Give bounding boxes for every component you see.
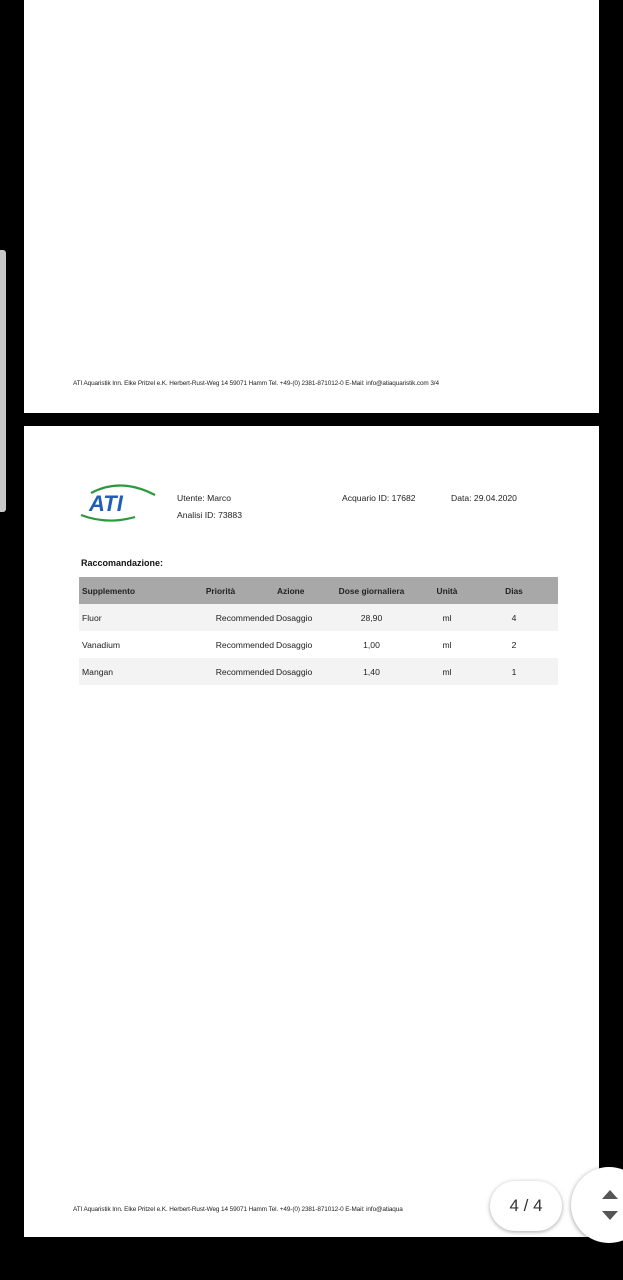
table-cell: 2: [470, 631, 558, 658]
table-cell: Dosaggio: [274, 658, 319, 685]
recommendation-table: [79, 577, 558, 685]
table-row: [79, 631, 558, 658]
table-cell: Mangan: [79, 658, 167, 685]
table-cell: 1,40: [319, 658, 424, 685]
table-cell: ml: [424, 631, 470, 658]
col-header: Dias: [470, 577, 558, 604]
col-header: Unità: [424, 577, 470, 604]
table-cell: 4: [470, 604, 558, 631]
table-cell: Recommended: [167, 604, 274, 631]
table-cell: ml: [424, 604, 470, 631]
table-header-row: [79, 577, 558, 604]
ati-logo: [77, 481, 162, 526]
page-footer: ATI Aquaristik Inn. Elke Pritzel e.K. Herbert-Rust-Weg 14 59071 Hamm Tel. +49-(0) 2381-871012-0 E-Mail: info@atiaqua: [73, 1206, 403, 1213]
scrollbar-track[interactable]: [0, 250, 6, 512]
user-label: Utente: Marco: [177, 493, 231, 503]
section-title: Raccomandazione:: [81, 558, 164, 568]
pdf-page-3: [24, 0, 599, 413]
page-footer: ATI Aquaristik Inn. Elke Pritzel e.K. Herbert-Rust-Weg 14 59071 Hamm Tel. +49-(0) 2381-871012-0 E-Mail: info@atiaquaristik.com 3/4: [73, 380, 439, 387]
table-cell: 1: [470, 658, 558, 685]
report-date: Data: 29.04.2020: [451, 493, 517, 503]
pdf-page-4: [24, 426, 599, 1237]
col-header: Priorità: [167, 577, 274, 604]
table-cell: Fluor: [79, 604, 167, 631]
page-indicator[interactable]: 4 / 4: [490, 1181, 562, 1231]
up-down-arrows-icon: [595, 1185, 623, 1225]
col-header: Dose giornaliera: [319, 577, 424, 604]
aquarium-id: Acquario ID: 17682: [342, 493, 416, 503]
col-header: Azione: [274, 577, 319, 604]
table-cell: Recommended: [167, 658, 274, 685]
logo-text: ATI: [89, 491, 123, 516]
table-cell: Vanadium: [79, 631, 167, 658]
table-cell: Recommended: [167, 631, 274, 658]
table-row: [79, 658, 558, 685]
table-row: [79, 604, 558, 631]
col-header: Supplemento: [79, 577, 167, 604]
table-cell: Dosaggio: [274, 631, 319, 658]
table-cell: 28,90: [319, 604, 424, 631]
table-cell: Dosaggio: [274, 604, 319, 631]
table-cell: 1,00: [319, 631, 424, 658]
analysis-id: Analisi ID: 73883: [177, 510, 242, 520]
table-cell: ml: [424, 658, 470, 685]
